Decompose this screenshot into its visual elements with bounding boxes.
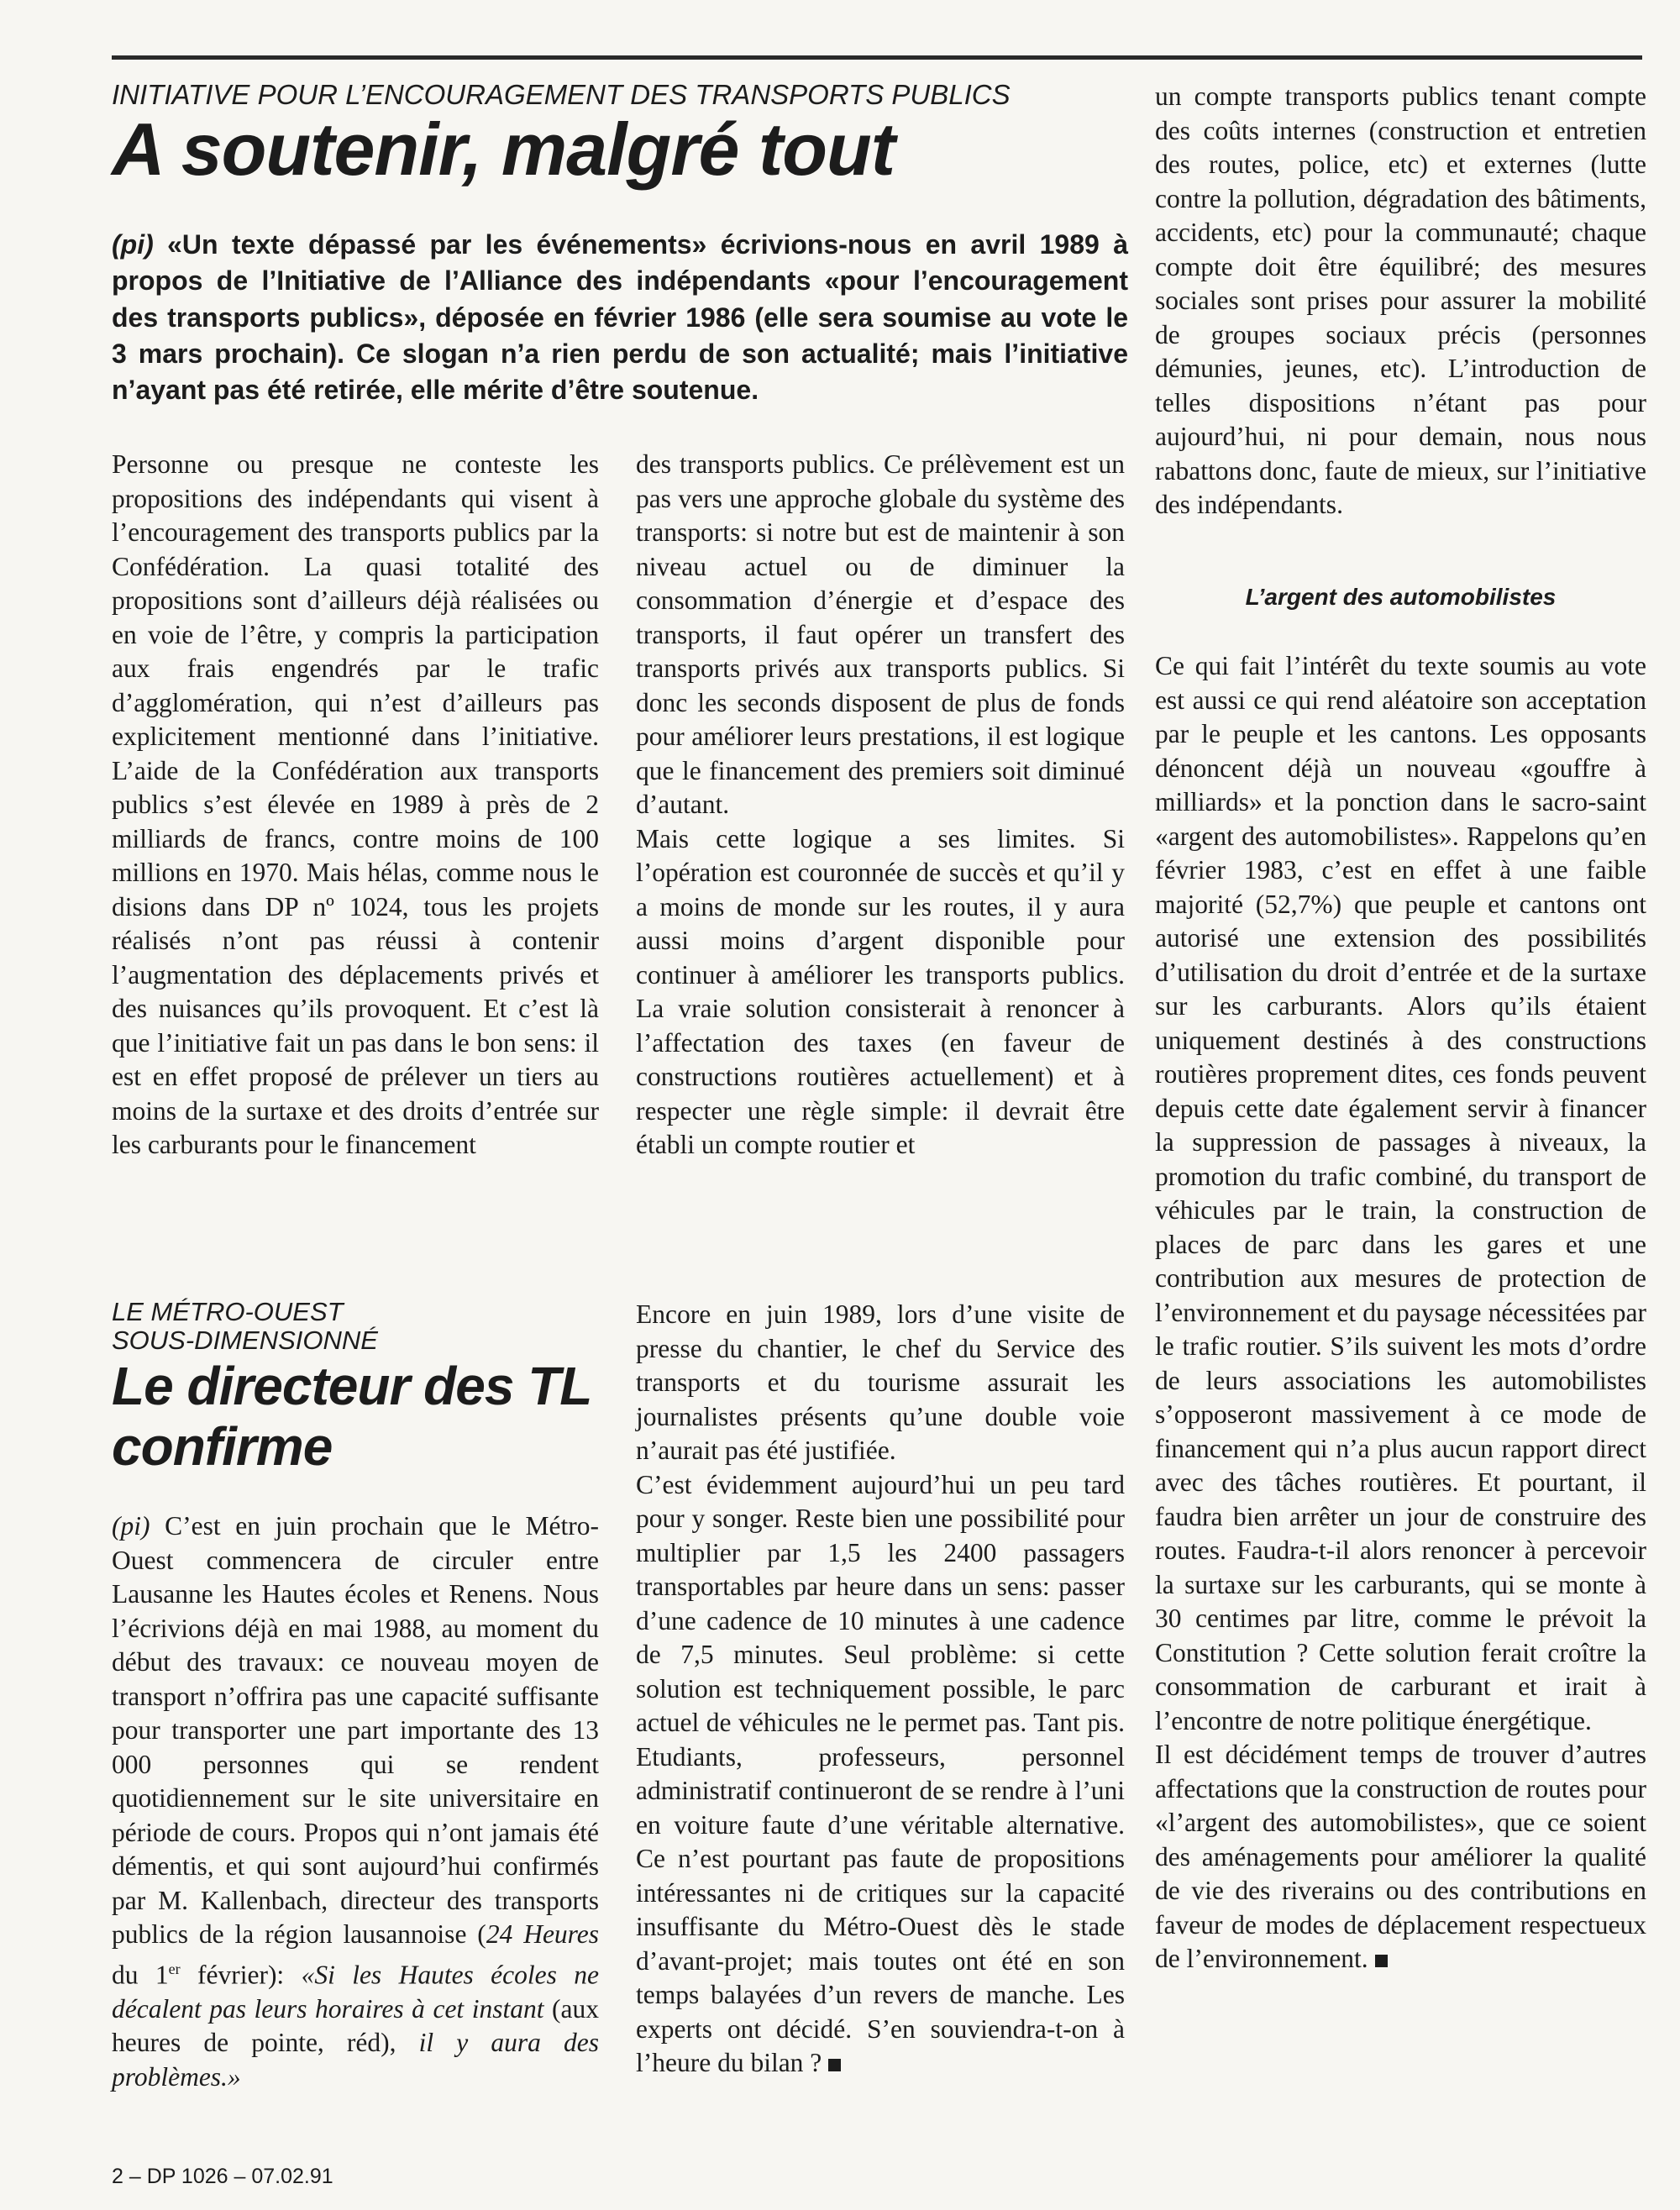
- lead-author-tag: (pi): [112, 229, 154, 260]
- article1-column-3-top: [1155, 80, 1646, 522]
- end-of-article-mark: [1375, 1955, 1388, 1967]
- article2-column-2: [636, 1298, 1125, 2081]
- article1-col3-para3: Il est décidément temps de trouver d’autres affectations que la construction de routes pour «l’argent des automobilistes», que ce soient des aménagements pour améliorer la qualité de vie des riverains ou des contributions en faveur de modes de déplacement respectueux de l’environnement.: [1155, 1740, 1646, 1973]
- article2-column-1: [112, 1509, 599, 2094]
- article1-col1-text: Personne ou presque ne conteste les propositions des indépendants qui visent à l’encouragement des transports publics par la Confédération. La quasi totalité des propositions sont d’ailleurs déjà réalisées ou en voie de l’être, y compris la participation aux frais engendrés par le trafic d’agglomération, qui n’est d’ailleurs pas explicitement mentionné dans l’initiative. L’aide de la Confédération aux transports publics s’est élevée en 1989 à près de 2 milliards de francs, contre moins de 100 millions en 1970. Mais hélas, comme nous le disions dans DP nº 1024, tous les projets réalisés n’ont pas réussi à contenir l’augmentation des déplacements privés et des nuisances qu’ils provoquent. Et c’est là que l’initiative fait un pas dans le bon sens: il est en effet proposé de prélever un tiers au moins de la surtaxe et des droits d’entrée sur les carburants pour le financement: [112, 449, 599, 1159]
- article1-col3-para1: un compte transports publics tenant compte des coûts internes (construction et entretien des routes, police, etc) et externes (lutte contre la pollution, dégradation des bâtiments, accidents, etc) pour la communauté; chaque compte doit être équilibré; des mesures sociales sont prises pour assurer la mobilité de groupes sociaux précis (personnes démunies, jeunes, etc). L’introduction de telles dispositions n’étant pas pour aujourd’hui, ni pour demain, nous nous rabattons donc, faute de mieux, sur l’initiative des indépendants.: [1155, 81, 1646, 519]
- article1-subhead: L’argent des automobilistes: [1245, 584, 1557, 610]
- article1-column-3-bottom: [1155, 649, 1646, 1976]
- article1-column-1: [112, 448, 599, 1163]
- article1-headline: A soutenir, malgré tout: [112, 108, 895, 191]
- article2-headline: Le directeur des TL confirme: [112, 1356, 592, 1477]
- article2-col2-para2: C’est évidemment aujourd’hui un peu tard pour y songer. Reste bien une possibilité pour multiplier par 1,5 les 2400 passagers transportables par heure dans un sens: passer d’une cadence de 10 minutes à une cadence de 7,5 minutes. Seul problème: si cette solution est techniquement possible, le parc actuel de véhicules ne le permet pas. Tant pis. Etudiants, professeurs, personnel administratif continueront de se rendre à l’uni en voiture faute d’une véritable alternative. Ce n’est pourtant pas faute de propositions intéressantes ni de critiques sur la capacité insuffisante du Métro-Ouest dès le stade d’avant-projet; mais toutes ont été en son temps balayées d’un revers de manche. Les experts ont décidé. S’en souviendra-t-on à l’heure du bilan ?: [636, 1469, 1125, 2077]
- page-footer: 2 – DP 1026 – 07.02.91: [112, 2165, 333, 2188]
- article1-lead: [112, 227, 1128, 408]
- article1-col2-para2: Mais cette logique a ses limites. Si l’opération est couronnée de succès et qu’il y a moins de monde sur les routes, il y aura aussi moins d’argent disponible pour continuer à améliorer les transports publics. La vraie solution consisterait à renoncer à l’affectation des taxes (en faveur de constructions routières actuellement) et à respecter une règle simple: il devrait être établi un compte routier et: [636, 823, 1125, 1159]
- end-of-article-mark: [828, 2059, 841, 2071]
- article1-col2-para1: des transports publics. Ce prélèvement est un pas vers une approche globale du système des transports: si notre but est de maintenir à son niveau actuel ou de diminuer la consommation d’énergie et d’espace des transports, il faut opérer un transfert des transports privés aux transports publics. Si donc les seconds disposent de plus de fonds pour améliorer leurs prestations, il est logique que le financement des premiers soit diminué d’autant.: [636, 449, 1125, 819]
- top-rule: [112, 55, 1642, 60]
- article1-col3-para2: Ce qui fait l’intérêt du texte soumis au vote est aussi ce qui rend aléatoire son acceptation par le peuple et les cantons. Les opposants dénoncent déjà un nouveau «gouffre à milliards» et la ponction dans le sacro-saint «argent des automobilistes». Rappelons qu’en février 1983, c’est en effet à une faible majorité (52,7%) que peuple et cantons ont autorisé une extension des possibilités d’utilisation du droit d’entrée et de la surtaxe sur les carburants. Alors qu’ils étaient uniquement destinés à des constructions routières proprement dites, ces fonds peuvent depuis cette date également servir à financer la suppression de passages à niveaux, la promotion du trafic combiné, du transport de véhicules par le train, la construction de places de parc dans les gares et une contribution aux mesures de protection de l’environnement et du paysage nécessitées par le trafic routier. S’ils suivent les mots d’ordre de leurs associations les automobilistes s’opposeront massivement à ce mode de financement qui n’a plus aucun rapport direct avec des tâches routières. Et pourtant, il faudra bien arrêter un jour de construire des routes. Faudra-t-il alors renoncer à percevoir la surtaxe sur les carburants, qui se monte à 30 centimes par litre, comme le prévoit la Constitution ? Cette solution ferait croître la consommation de carburant et irait à l’encontre de notre politique énergétique.: [1155, 651, 1646, 1735]
- article1-column-2: [636, 448, 1125, 1163]
- article2-kicker: LE MÉTRO-OUEST SOUS-DIMENSIONNÉ: [112, 1297, 378, 1356]
- lead-text: «Un texte dépassé par les événements» écrivions-nous en avril 1989 à propos de l’Initiative de l’Alliance des indépendants «pour l’encouragement des transports publics», déposée en février 1986 (elle sera soumise au vote le 3 mars prochain). Ce slogan n’a rien perdu de son actualité; mais l’initiative n’ayant pas été retirée, elle mérite d’être soutenue.: [112, 229, 1128, 406]
- article1-kicker: INITIATIVE POUR L’ENCOURAGEMENT DES TRANSPORTS PUBLICS: [112, 79, 1011, 110]
- article2-col2-para1: Encore en juin 1989, lors d’une visite de presse du chantier, le chef du Service des transports et du tourisme assurait les journalistes présents qu’une double voie n’aurait pas été justifiée.: [636, 1299, 1125, 1465]
- article2-col1-text: (pi) C’est en juin prochain que le Métro-Ouest commencera de circuler entre Lausanne les Hautes écoles et Renens. Nous l’écrivions déjà en mai 1988, au moment du début des travaux: ce nouveau moyen de transport n’offrira pas une capacité suffisante pour transporter une part importante des 13 000 personnes qui se rendent quotidiennement sur le site universitaire en période de cours. Propos qui n’ont jamais été démentis, et qui sont aujourd’hui confirmés par M. Kallenbach, directeur des transports publics de la région lausannoise (24 Heures du 1er février): «Si les Hautes écoles ne décalent pas leurs horaires à cet instant (aux heures de pointe, réd), il y aura des problèmes.»: [112, 1511, 600, 2092]
